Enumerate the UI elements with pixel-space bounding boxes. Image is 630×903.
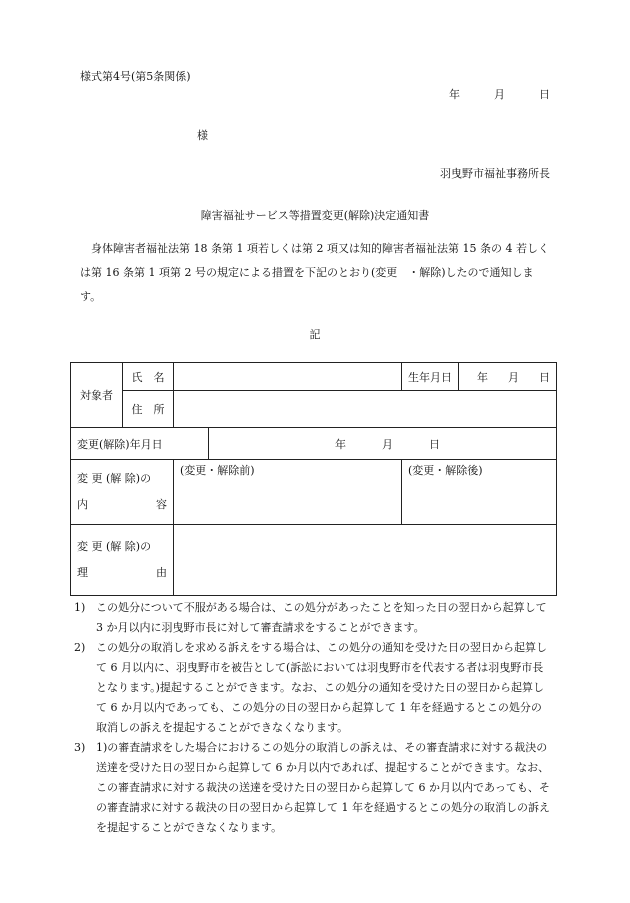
address-row (71, 391, 557, 428)
before-label: (変更・解除前) (180, 464, 255, 477)
birthdate-label: 生年月日 (402, 363, 459, 391)
addressee-suffix: 様 (197, 129, 208, 142)
change-date-year: 年 (335, 437, 346, 451)
form-number: 様式第4号(第5条関係) (80, 70, 191, 83)
name-label: 氏 名 (123, 363, 174, 391)
note-item (74, 738, 552, 838)
note-number: 3) (74, 741, 86, 754)
notes-list (74, 598, 552, 838)
content-row (71, 460, 557, 525)
note-item (74, 638, 552, 738)
change-date-value[interactable] (209, 428, 557, 460)
change-date-label: 変更(解除)年月日 (71, 428, 209, 460)
note-number: 1) (74, 601, 86, 614)
note-text: 1)の審査請求をした場合におけるこの処分の取消しの訴えは、その審査請求に対する裁決の送達を受けた日の翌日から起算して 6 か月以内であれば、提起することができます。なお、この審査請求に対する裁決の送達を受けた日の翌日から起算して 6 か月以内であっても、その審査請求に対する裁決の日の翌日から起算して 1 年を経過するとこの処分の取消しの訴えを提起することができなくなります。 (96, 741, 550, 834)
name-value[interactable] (174, 363, 402, 391)
reason-row (71, 525, 557, 596)
change-date-day: 日 (429, 437, 440, 451)
ki-heading: 記 (309, 328, 321, 341)
content-label (71, 460, 174, 525)
detail-table (70, 362, 557, 596)
after-label: (変更・解除後) (408, 464, 483, 477)
birthdate-day: 日 (539, 370, 550, 384)
birthdate-month: 月 (508, 370, 519, 384)
after-cell[interactable] (402, 460, 557, 525)
document-title: 障害福祉サービス等措置変更(解除)決定通知書 (200, 209, 430, 222)
note-item (74, 598, 552, 638)
reason-label (71, 525, 174, 596)
note-number: 2) (74, 641, 86, 654)
date-year: 年 (449, 88, 460, 101)
reason-label-char1: 理 (77, 566, 88, 579)
content-label-char1: 内 (77, 498, 88, 511)
issuer: 羽曳野市福祉事務所長 (440, 167, 550, 180)
change-date-row (71, 428, 557, 460)
content-label-line1: 変 更 (解 除)の (77, 472, 152, 485)
reason-label-line1: 変 更 (解 除)の (77, 540, 152, 553)
birthdate-year: 年 (477, 370, 488, 384)
note-text: この処分について不服がある場合は、この処分があったことを知った日の翌日から起算して 3 か月以内に羽曳野市長に対して審査請求をすることができます。 (96, 601, 547, 634)
issue-date (449, 86, 550, 102)
note-text: この処分の取消しを求める訴えをする場合は、この処分の通知を受けた日の翌日から起算して 6 月以内に、羽曳野市を被告として(訴訟においては羽曳野市を代表する者は羽曳野市長となります。)提起することができます。なお、この処分の通知を受けた日の翌日から起算して 6 か月以内であっても、この処分の日の翌日から起算して 1 年を経過するとこの処分の取消しの訴えを提起することができなくなります。 (96, 641, 547, 734)
date-day: 日 (539, 88, 550, 101)
reason-label-char2: 由 (156, 566, 167, 579)
body-paragraph: 身体障害者福祉法第 18 条第 1 項若しくは第 2 項又は知的障害者福祉法第 15 条の 4 若しくは第 16 条第 1 項第 2 号の規定による措置を下記のとおり(変更 ・解除)したので通知します。 (80, 242, 549, 303)
reason-value[interactable] (174, 525, 557, 596)
subject-label: 対象者 (71, 363, 123, 428)
address-label: 住 所 (123, 391, 174, 428)
address-value[interactable] (174, 391, 557, 428)
content-label-char2: 容 (156, 498, 167, 511)
change-date-month: 月 (382, 437, 393, 451)
name-row (71, 363, 557, 391)
birthdate-value[interactable] (459, 363, 557, 391)
before-cell[interactable] (174, 460, 402, 525)
date-month: 月 (494, 88, 505, 101)
